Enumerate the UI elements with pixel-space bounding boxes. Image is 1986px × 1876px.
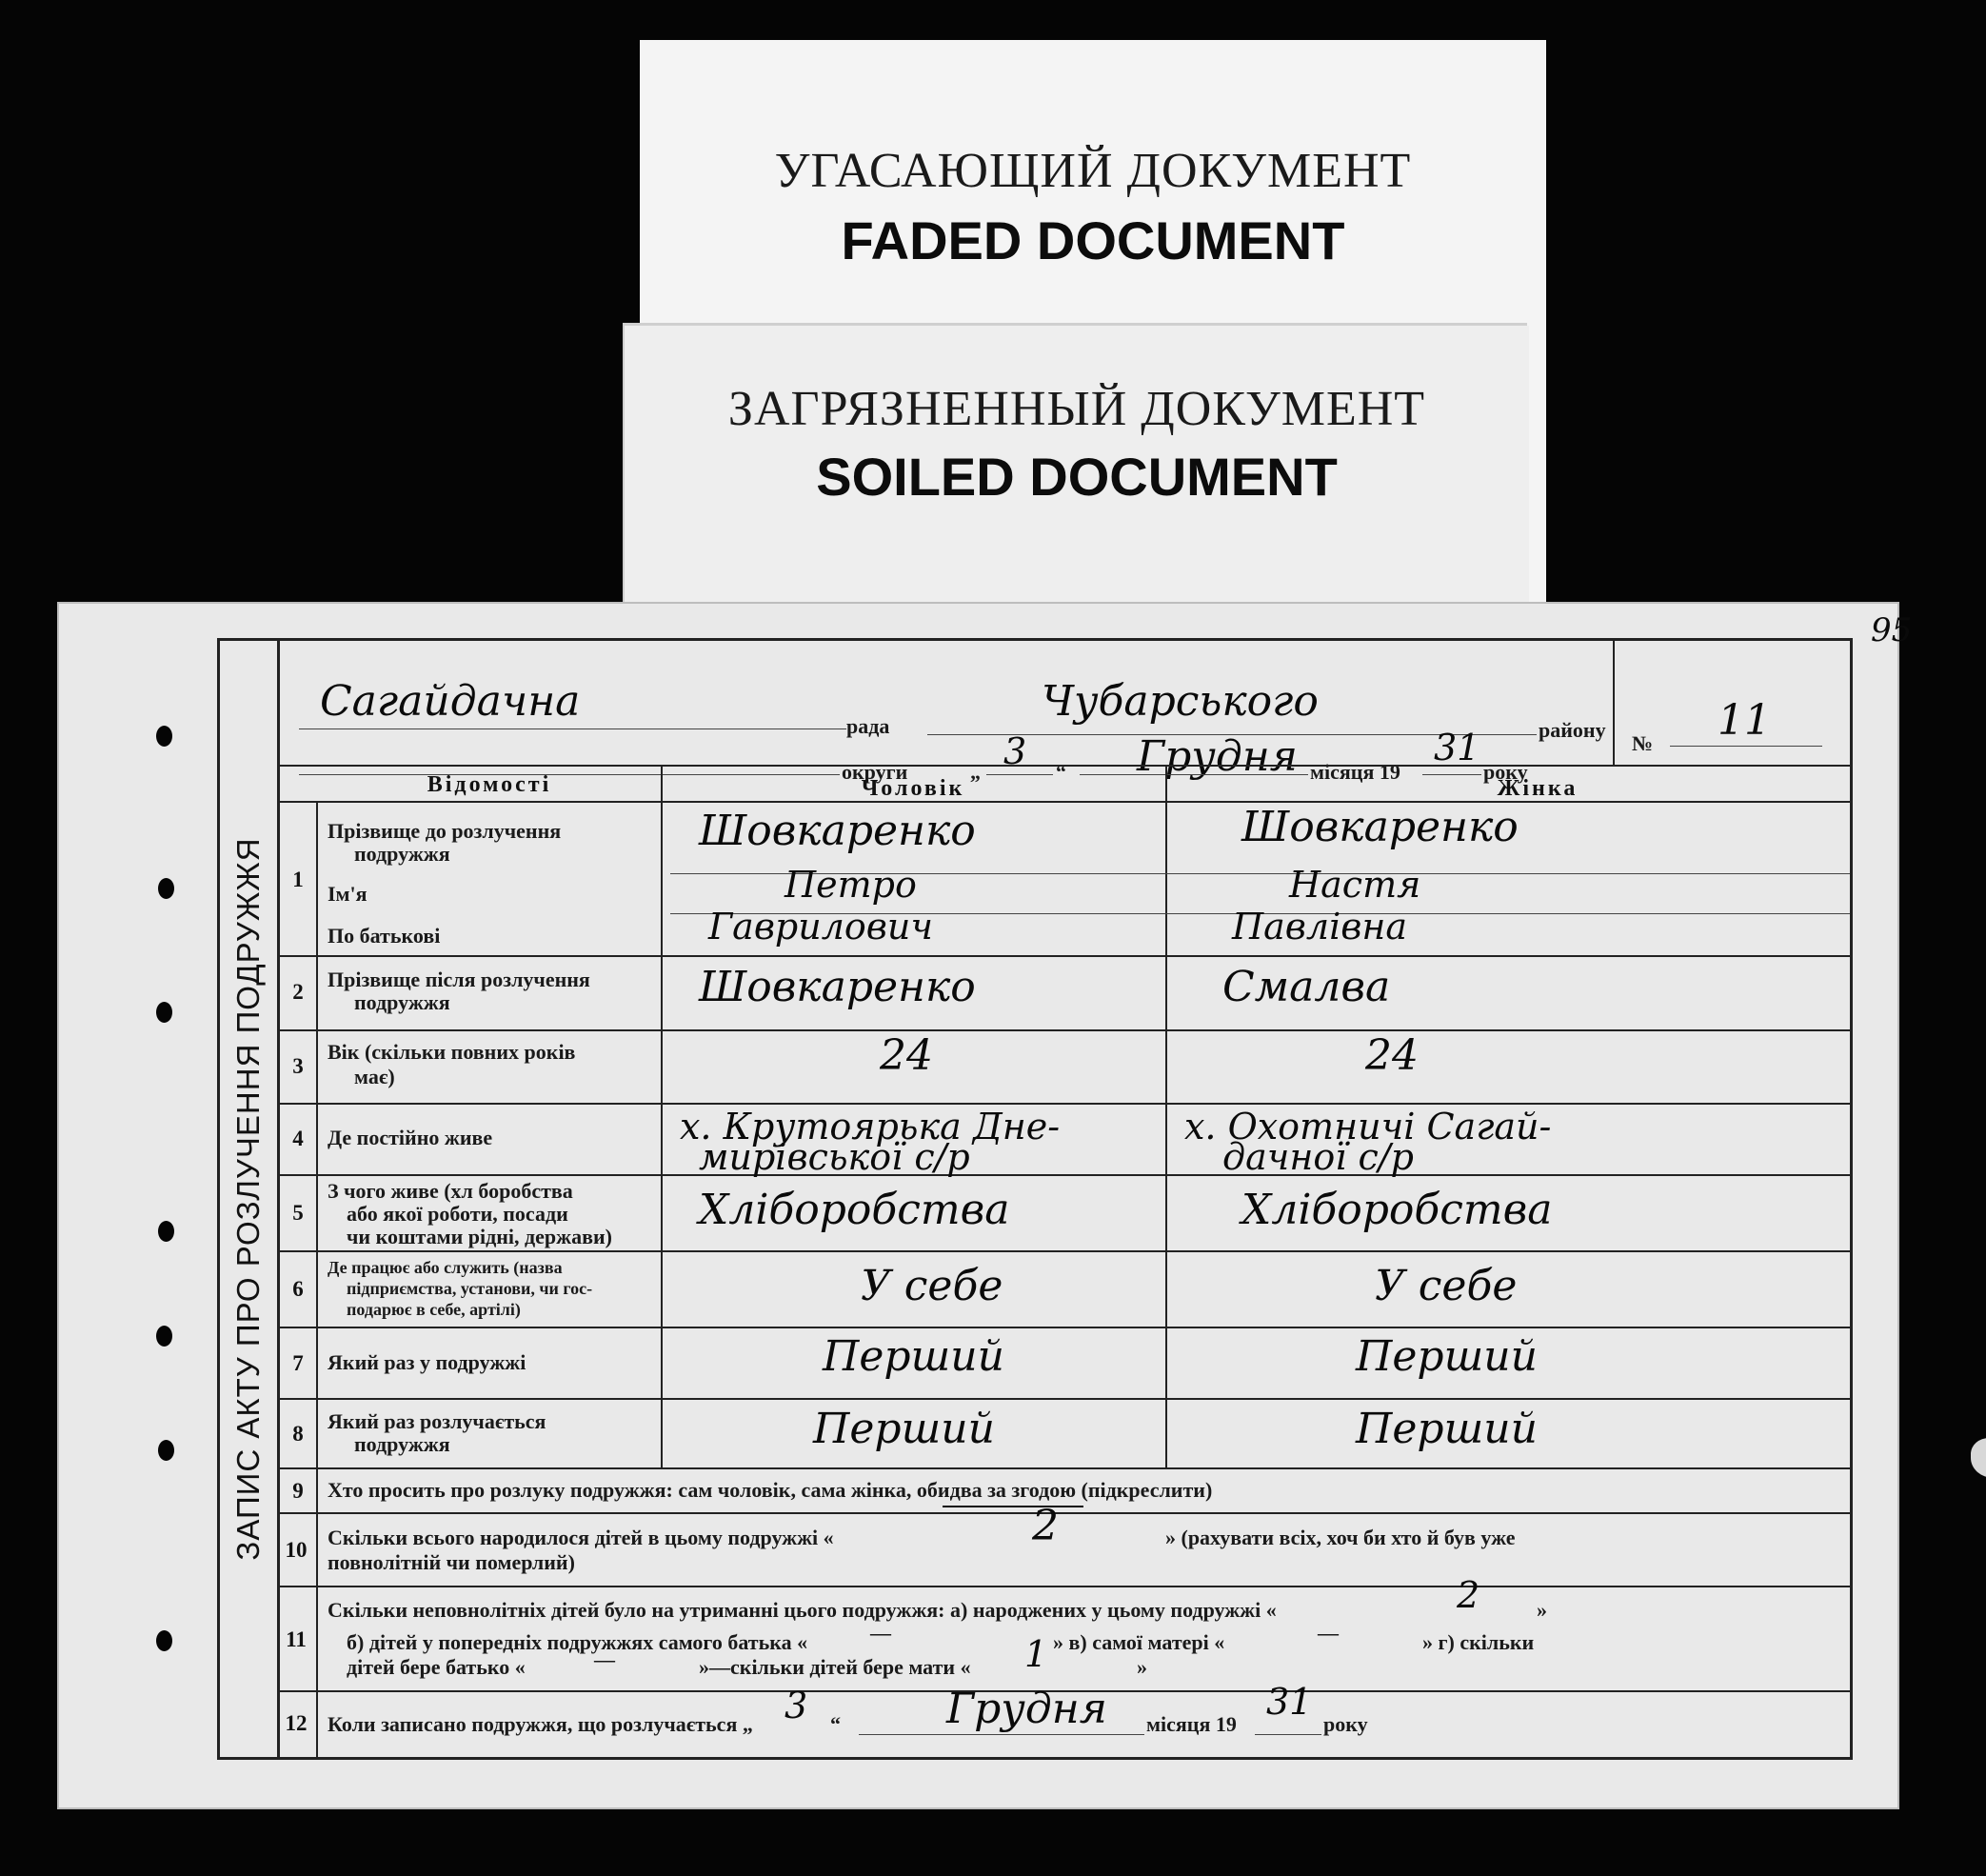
faded-notice-ru: УГАСАЮЩИЙ ДОКУМЕНТ	[774, 144, 1412, 198]
children-total-label-cont2: повнолітній чи померлий)	[328, 1550, 575, 1574]
row-line	[280, 1327, 1850, 1328]
row-number: 6	[292, 1277, 304, 1301]
header-divider	[280, 765, 1850, 767]
soiled-notice-card	[625, 326, 1529, 611]
rayon-label: району	[1539, 718, 1606, 742]
age-label-cont: має)	[354, 1065, 395, 1088]
husband-marriage-count: Перший	[823, 1332, 1004, 1381]
misyats-label: місяця 19	[1310, 760, 1400, 784]
minor-children-label: Скільки неповнолітніх дітей було на утриманні цього подружжя: а) народжених у цьому подружжі «	[328, 1598, 1277, 1622]
record-month-line	[859, 1734, 1144, 1735]
number-column-line	[316, 801, 318, 1757]
row-line	[280, 1103, 1850, 1105]
wife-income: Хліборобства	[1241, 1186, 1553, 1234]
roku-label: року	[1483, 760, 1528, 784]
surname-after-label: Прізвище після розлучення	[328, 968, 590, 991]
marriage-count-label: Який раз у подружжі	[328, 1350, 526, 1374]
record-date-quote: “	[830, 1712, 841, 1736]
surname-after-label-cont: подружжя	[354, 990, 450, 1014]
children-total-label: Скільки всього народилося дітей в цьому подружжі «	[328, 1526, 834, 1549]
faded-notice-en: FADED DOCUMENT	[841, 210, 1345, 270]
husband-surname-after: Шовкаренко	[699, 963, 976, 1011]
wife-surname-after: Смалва	[1222, 963, 1391, 1011]
husband-residence: х. Крутоярька Дне-	[680, 1106, 1061, 1148]
husband-surname-before: Шовкаренко	[699, 807, 976, 855]
husband-age: 24	[880, 1031, 933, 1080]
divorce-count-label-cont: подружжя	[354, 1432, 450, 1456]
wife-residence-cont: дачної с/р	[1222, 1136, 1414, 1178]
mother-previous-value: —	[1318, 1621, 1339, 1645]
record-year-value: 31	[1266, 1681, 1313, 1723]
children-total-label-cont: » (рахувати всіх, хоч би хто й був уже	[1165, 1526, 1516, 1549]
punch-hole	[156, 726, 172, 747]
underline-mark	[943, 1506, 1083, 1507]
day-line	[986, 774, 1053, 775]
row-line	[280, 1250, 1850, 1252]
year-line	[1422, 774, 1481, 775]
father-previous-value: —	[870, 1621, 891, 1645]
row-number: 5	[292, 1201, 304, 1225]
children-total-value: 2	[1032, 1502, 1059, 1550]
row-number: 3	[292, 1054, 304, 1078]
row-number: 8	[292, 1422, 304, 1446]
record-date-label: Коли записано подружжя, що розлучається „	[328, 1712, 753, 1736]
row-number: 11	[286, 1627, 307, 1651]
wife-residence: х. Охотничі Сагай-	[1184, 1106, 1552, 1148]
info-column-header: Відомості	[427, 772, 552, 797]
header-month-value: Грудня	[1137, 732, 1298, 781]
side-title: ЗАПИС АКТУ ПРО РОЗЛУЧЕННЯ ПОДРУЖЖЯ	[230, 837, 266, 1561]
children-mother-takes-value: 1	[1024, 1633, 1048, 1675]
row-number: 12	[285, 1711, 308, 1735]
workplace-label: Де працює або служить (назва	[328, 1258, 563, 1277]
rayon-value: Чубарського	[1042, 677, 1319, 726]
row-line	[280, 1174, 1850, 1176]
page-number: 95	[1871, 611, 1913, 649]
wife-surname-before: Шовкаренко	[1241, 803, 1519, 851]
row-line	[280, 1467, 1850, 1469]
husband-divorce-count: Перший	[813, 1405, 995, 1453]
age-label: Вік (скільки повних років	[328, 1040, 576, 1064]
patronymic-label: По батькові	[328, 924, 441, 948]
workplace-label-cont2: подарює в себе, артілі)	[347, 1300, 521, 1319]
husband-column-header: Чоловік	[861, 776, 965, 801]
row-number: 10	[285, 1538, 308, 1562]
divorce-count-label: Який раз розлучається	[328, 1409, 546, 1433]
record-misyats-label: місяця 19	[1146, 1712, 1237, 1736]
punch-hole	[156, 1326, 172, 1347]
soiled-notice-ru: ЗАГРЯЗНЕННЫЙ ДОКУМЕНТ	[727, 382, 1426, 436]
rada-line	[299, 728, 846, 729]
minor-children-label-end: »	[1537, 1598, 1547, 1622]
row-line	[280, 955, 1850, 957]
form-body	[280, 641, 1850, 1757]
husband-residence-cont: мирівської с/р	[699, 1136, 970, 1178]
punch-hole	[158, 878, 174, 899]
info-column-line	[661, 765, 663, 1467]
okrug-label: округи	[842, 760, 908, 784]
header-day-value: 3	[1003, 730, 1027, 772]
row-number: 4	[292, 1127, 304, 1150]
row-line	[280, 1398, 1850, 1400]
wife-age: 24	[1365, 1031, 1419, 1080]
record-year-line	[1255, 1734, 1321, 1735]
children-mother-takes-label-end: »	[1137, 1655, 1147, 1679]
children-father-takes-value: —	[594, 1647, 615, 1671]
income-label-cont2: чи коштами рідні, держави)	[347, 1225, 613, 1248]
record-month-value: Грудня	[946, 1685, 1107, 1733]
paper-stain	[1971, 1438, 1986, 1478]
who-requests-label: Хто просить про розлуку подружжя: сам чоловік, сама жінка, обидва за згодою (підкреслити)	[328, 1478, 1213, 1502]
row-number: 1	[292, 868, 304, 891]
husband-column-line	[1165, 765, 1167, 1467]
rada-value: Сагайдачна	[320, 677, 581, 726]
surname-before-label-cont: подружжя	[354, 842, 450, 866]
punch-hole	[158, 1221, 174, 1242]
wife-divorce-count: Перший	[1356, 1405, 1538, 1453]
row-line	[280, 1586, 1850, 1587]
side-title-bar	[220, 641, 280, 1757]
children-father-takes-label: дітей бере батько «	[347, 1655, 526, 1679]
residence-label: Де постійно живе	[328, 1126, 493, 1149]
name-label: Ім'я	[328, 882, 367, 906]
soiled-notice-en: SOILED DOCUMENT	[816, 447, 1338, 507]
row-number: 2	[292, 980, 304, 1004]
income-label: З чого живе (хл боробства	[328, 1179, 573, 1203]
day-quote-open: „	[970, 760, 981, 784]
record-roku-label: року	[1323, 1712, 1368, 1736]
mother-previous-label-b: » в) самої матері «	[1053, 1630, 1225, 1654]
husband-name: Петро	[784, 864, 917, 906]
row-line	[280, 1029, 1850, 1031]
month-line	[1080, 774, 1308, 775]
record-day-value: 3	[784, 1685, 808, 1726]
row-number: 9	[292, 1479, 304, 1503]
row-number: 7	[292, 1351, 304, 1375]
punch-hole	[158, 1440, 174, 1461]
number-label: №	[1632, 731, 1654, 755]
father-previous-label: б) дітей у попередніх подружжях самого батька «	[347, 1630, 808, 1654]
husband-income: Хліборобства	[699, 1186, 1010, 1234]
wife-patronymic: Павлівна	[1232, 906, 1408, 948]
children-mother-takes-label: »—скільки дітей бере мати «	[699, 1655, 971, 1679]
husband-workplace: У себе	[861, 1262, 1003, 1310]
divorce-record-form	[57, 602, 1913, 1809]
rada-label: рада	[846, 714, 890, 738]
workplace-label-cont: підприємства, установи, чи гос-	[347, 1279, 593, 1298]
wife-name: Настя	[1289, 864, 1421, 906]
form-grid	[217, 638, 1853, 1760]
wife-column-header: Жінка	[1497, 776, 1579, 801]
day-quote-close: “	[1056, 760, 1066, 784]
record-number-value: 11	[1718, 696, 1771, 745]
header-year-value: 31	[1434, 727, 1480, 768]
minor-children-this-marriage: 2	[1457, 1574, 1480, 1616]
income-label-cont: або якої роботи, посади	[347, 1202, 568, 1226]
wife-marriage-count: Перший	[1356, 1332, 1538, 1381]
wife-workplace: У себе	[1375, 1262, 1518, 1310]
number-box-left	[1613, 641, 1615, 765]
children-father-takes-label-end: » г) скільки	[1422, 1630, 1535, 1654]
row-line	[280, 1512, 1850, 1514]
husband-patronymic: Гаврилович	[708, 906, 934, 948]
punch-hole	[156, 1002, 172, 1023]
surname-before-label: Прізвище до розлучення	[328, 819, 562, 843]
number-line	[1670, 746, 1822, 747]
punch-hole	[156, 1630, 172, 1651]
